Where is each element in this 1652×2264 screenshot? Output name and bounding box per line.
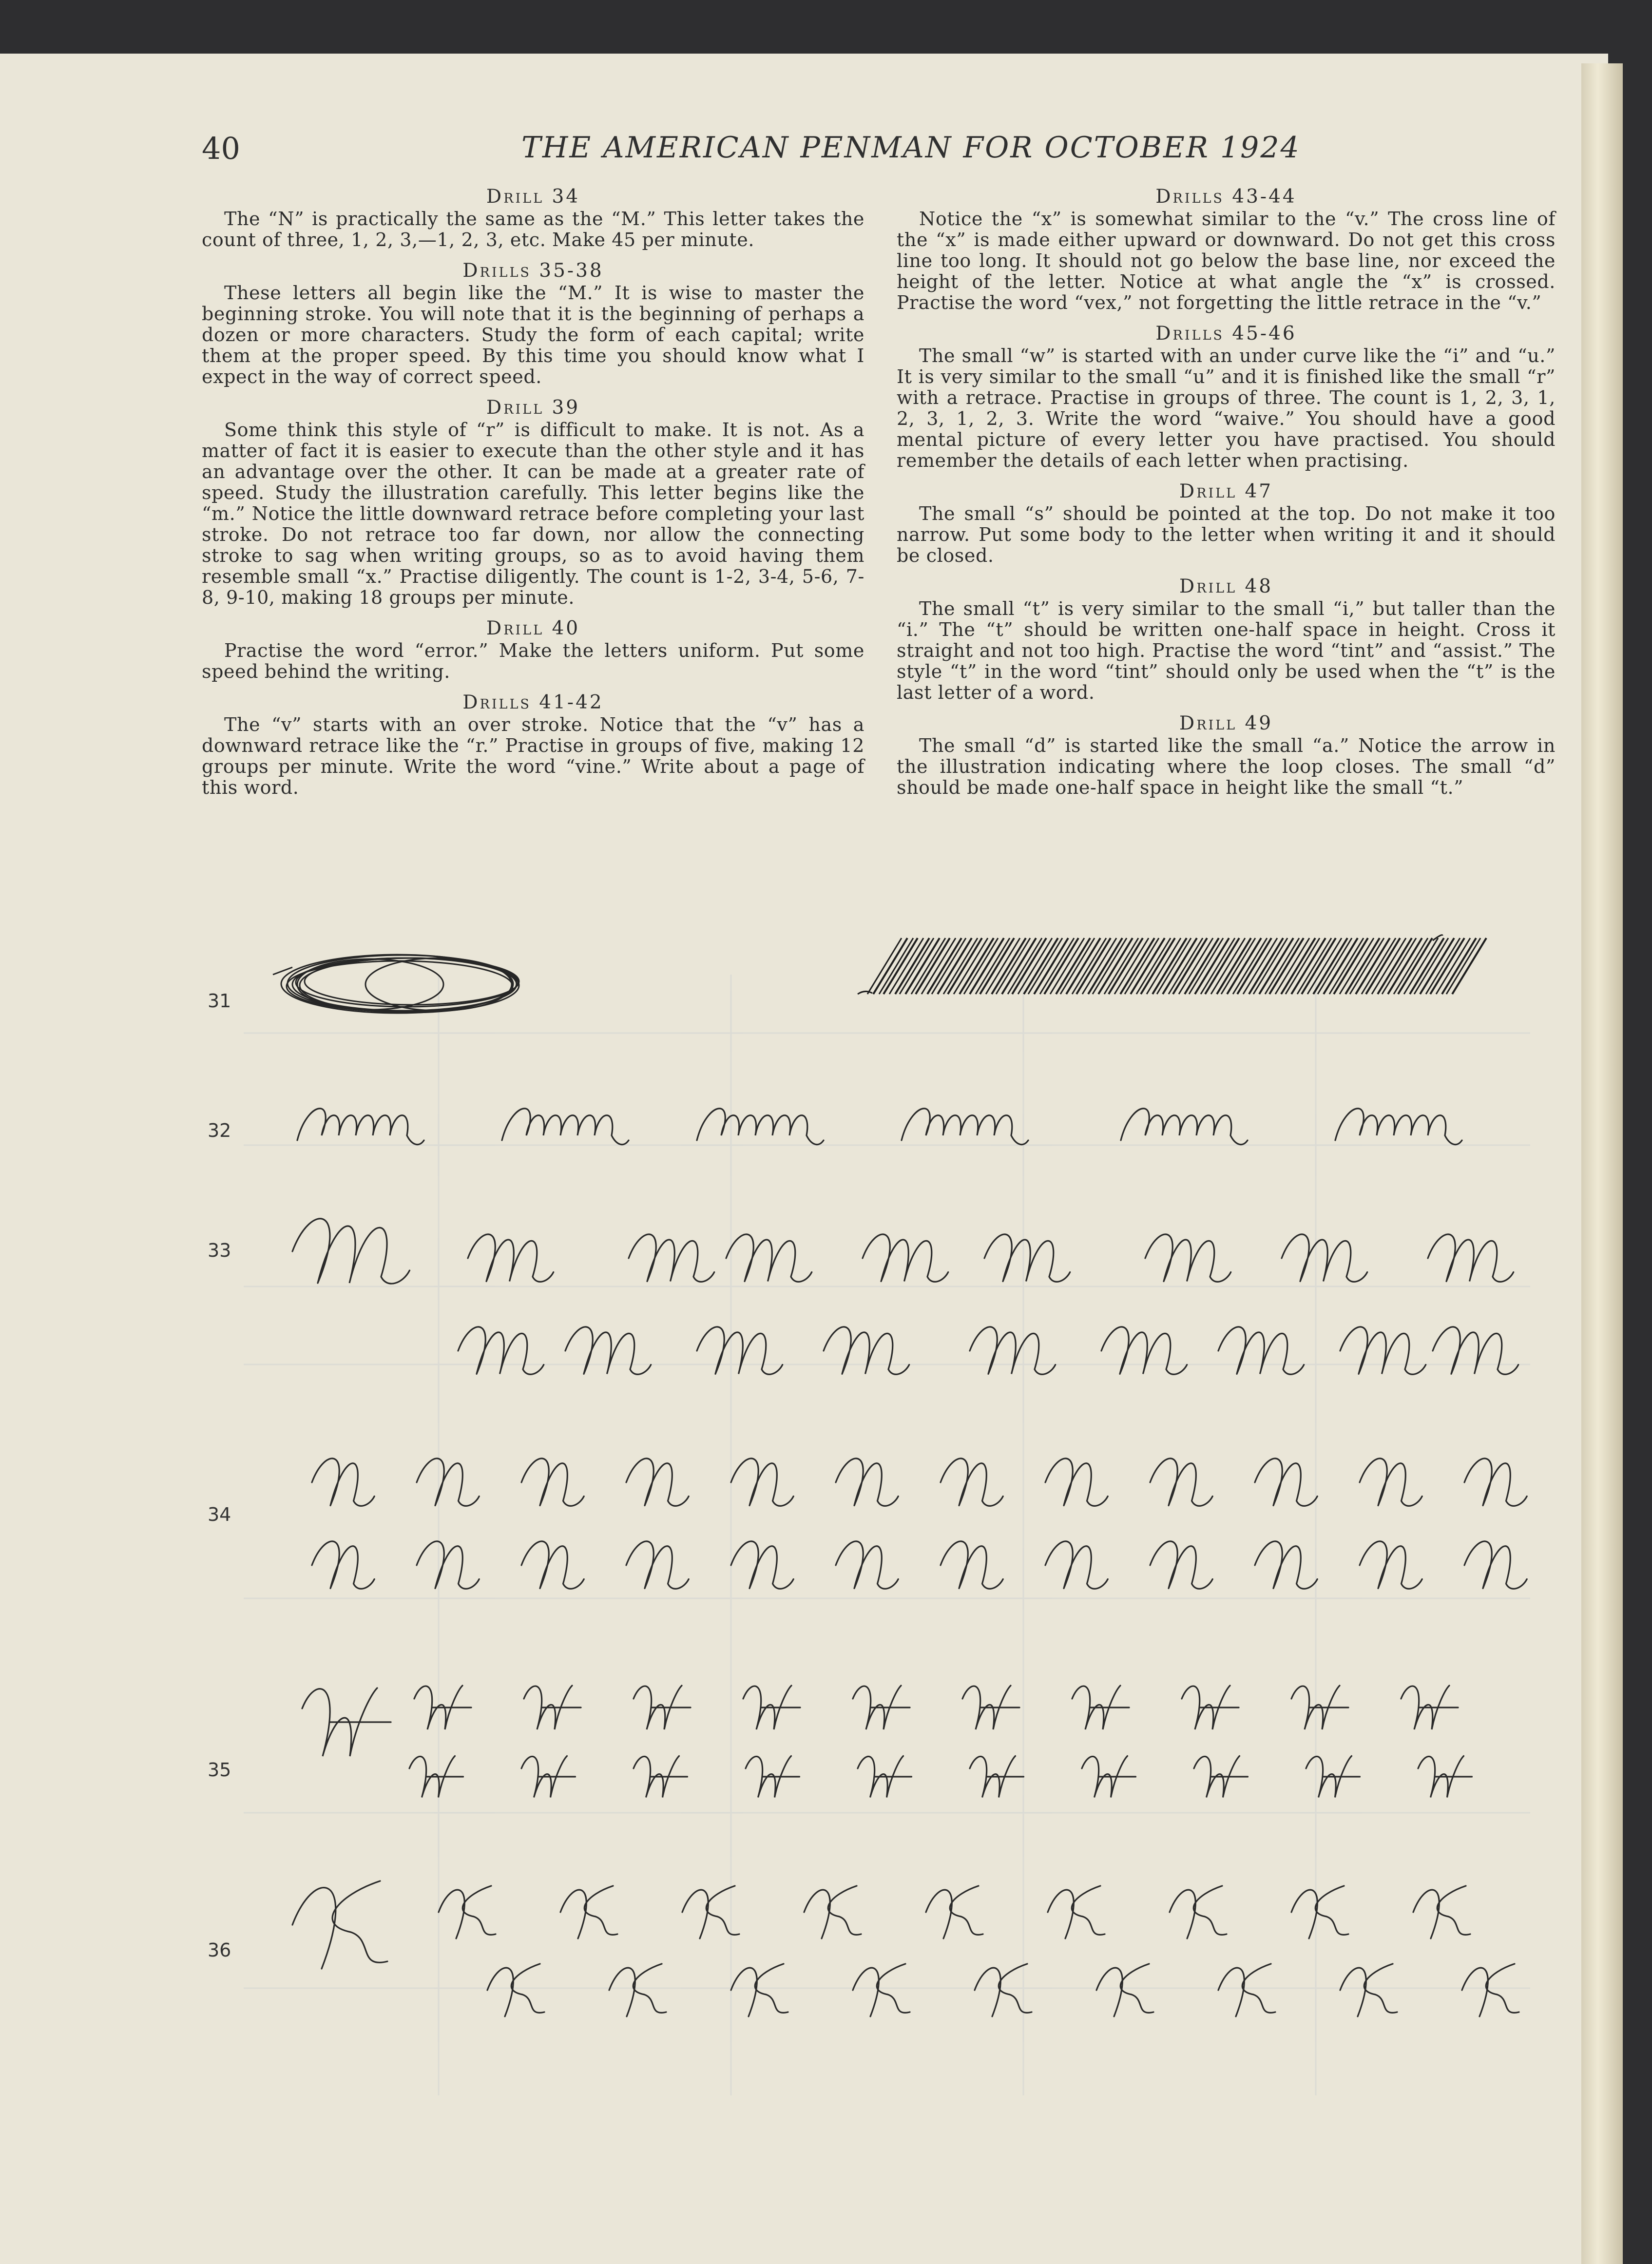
- drill-heading: Drills 43-44: [1155, 186, 1297, 208]
- drill-section: [202, 617, 864, 682]
- drill-text: The small “t” is very similar to the small “i,” but taller than the “i.” The “t” should be written one-half space in height. Cross it straight and not too high. Practise the word “tint” and “assist.” The style “t” in the word “tint” should only be used when the “t” is the last letter of a word.: [897, 598, 1556, 703]
- drill-heading: Drill 39: [486, 397, 580, 419]
- page-number: 40: [202, 131, 240, 166]
- right-text-column: [897, 185, 1556, 800]
- drill-heading: Drills 41-42: [462, 691, 604, 713]
- drill-section: [897, 575, 1556, 703]
- drill-section: [897, 712, 1556, 798]
- drill-text: Practise the word “error.” Make the letters uniform. Put some speed behind the writing.: [202, 640, 864, 682]
- row-label-36: 36: [208, 1939, 231, 1961]
- drill-section: [202, 259, 864, 387]
- drill-text: Notice the “x” is somewhat similar to the “v.” The cross line of the “x” is made either upward or downward. Do not get this cross line too long. It should not go below the base line, nor exceed the height of the letter. Notice at what angle the “x” is crossed. Practise the word “vex,” not forgetting the little retrace in the “v.”: [897, 208, 1556, 313]
- row-label-34: 34: [208, 1504, 231, 1525]
- drill-section: [897, 322, 1556, 471]
- drill-heading: Drills 35-38: [462, 260, 604, 282]
- row-label-33: 33: [208, 1240, 231, 1261]
- drill-section: [897, 480, 1556, 566]
- drill-heading: Drill 40: [486, 617, 580, 639]
- drill-text: Some think this style of “r” is difficult to make. It is not. As a matter of fact it is easier to execute than the other style and it has an advantage over the other. It can be made at a greater rate of speed. Study the illustration carefully. This letter begins like the “m.” Notice the little downward retrace before completing your last stroke. Do not retrace too far down, nor allow the connecting stroke to sag when writing groups, so as to avoid having them resemble small “x.” Practise diligently. The count is 1-2, 3-4, 5-6, 7-8, 9-10, making 18 groups per minute.: [202, 419, 864, 608]
- left-text-column: [202, 185, 864, 800]
- row-label-32: 32: [208, 1120, 231, 1141]
- drill-heading: Drill 48: [1179, 576, 1273, 597]
- drill-section: [202, 396, 864, 608]
- row-label-31: 31: [208, 990, 231, 1012]
- drill-text: The small “d” is started like the small “a.” Notice the arrow in the illustration indicating where the loop closes. The small “d” should be made one-half space in height like the small “t.”: [897, 735, 1556, 798]
- drill-heading: Drill 47: [1179, 480, 1273, 502]
- drill-section: [897, 185, 1556, 313]
- drill-text: The “v” starts with an over stroke. Notice that the “v” has a downward retrace like the “r.” Practise in groups of five, making 12 groups per minute. Write the word “vine.” Write about a page of this word.: [202, 714, 864, 798]
- drill-section: [202, 185, 864, 250]
- page-edge: [1581, 63, 1623, 2264]
- drill-text: The small “w” is started with an under curve like the “i” and “u.” It is very similar to the small “u” and it is finished like the small “r” with a retrace. Practise in groups of three. The count is 1, 2, 3, 1, 2, 3, 1, 2, 3. Write the word “waive.” You should have a good mental picture of every letter you have practised. You should remember the details of each letter when practising.: [897, 345, 1556, 471]
- drill-text: These letters all begin like the “M.” It is wise to master the beginning stroke. You will note that it is the beginning of perhaps a dozen or more characters. Study the form of each capital; write them at the proper speed. By this time you should know what I expect in the way of correct speed.: [202, 282, 864, 387]
- running-title: THE AMERICAN PENMAN FOR OCTOBER 1924: [521, 131, 1301, 165]
- row-label-35: 35: [208, 1759, 231, 1781]
- drill-heading: Drill 34: [486, 186, 580, 208]
- drill-text: The “N” is practically the same as the “M.” This letter takes the count of three, 1, 2, 3,—1, 2, 3, etc. Make 45 per minute.: [202, 208, 864, 250]
- drill-section: [202, 691, 864, 798]
- drill-heading: Drill 49: [1179, 712, 1273, 734]
- drill-text: The small “s” should be pointed at the top. Do not make it too narrow. Put some body to the letter when writing it and it should be closed.: [897, 503, 1556, 566]
- drill-heading: Drills 45-46: [1155, 323, 1297, 345]
